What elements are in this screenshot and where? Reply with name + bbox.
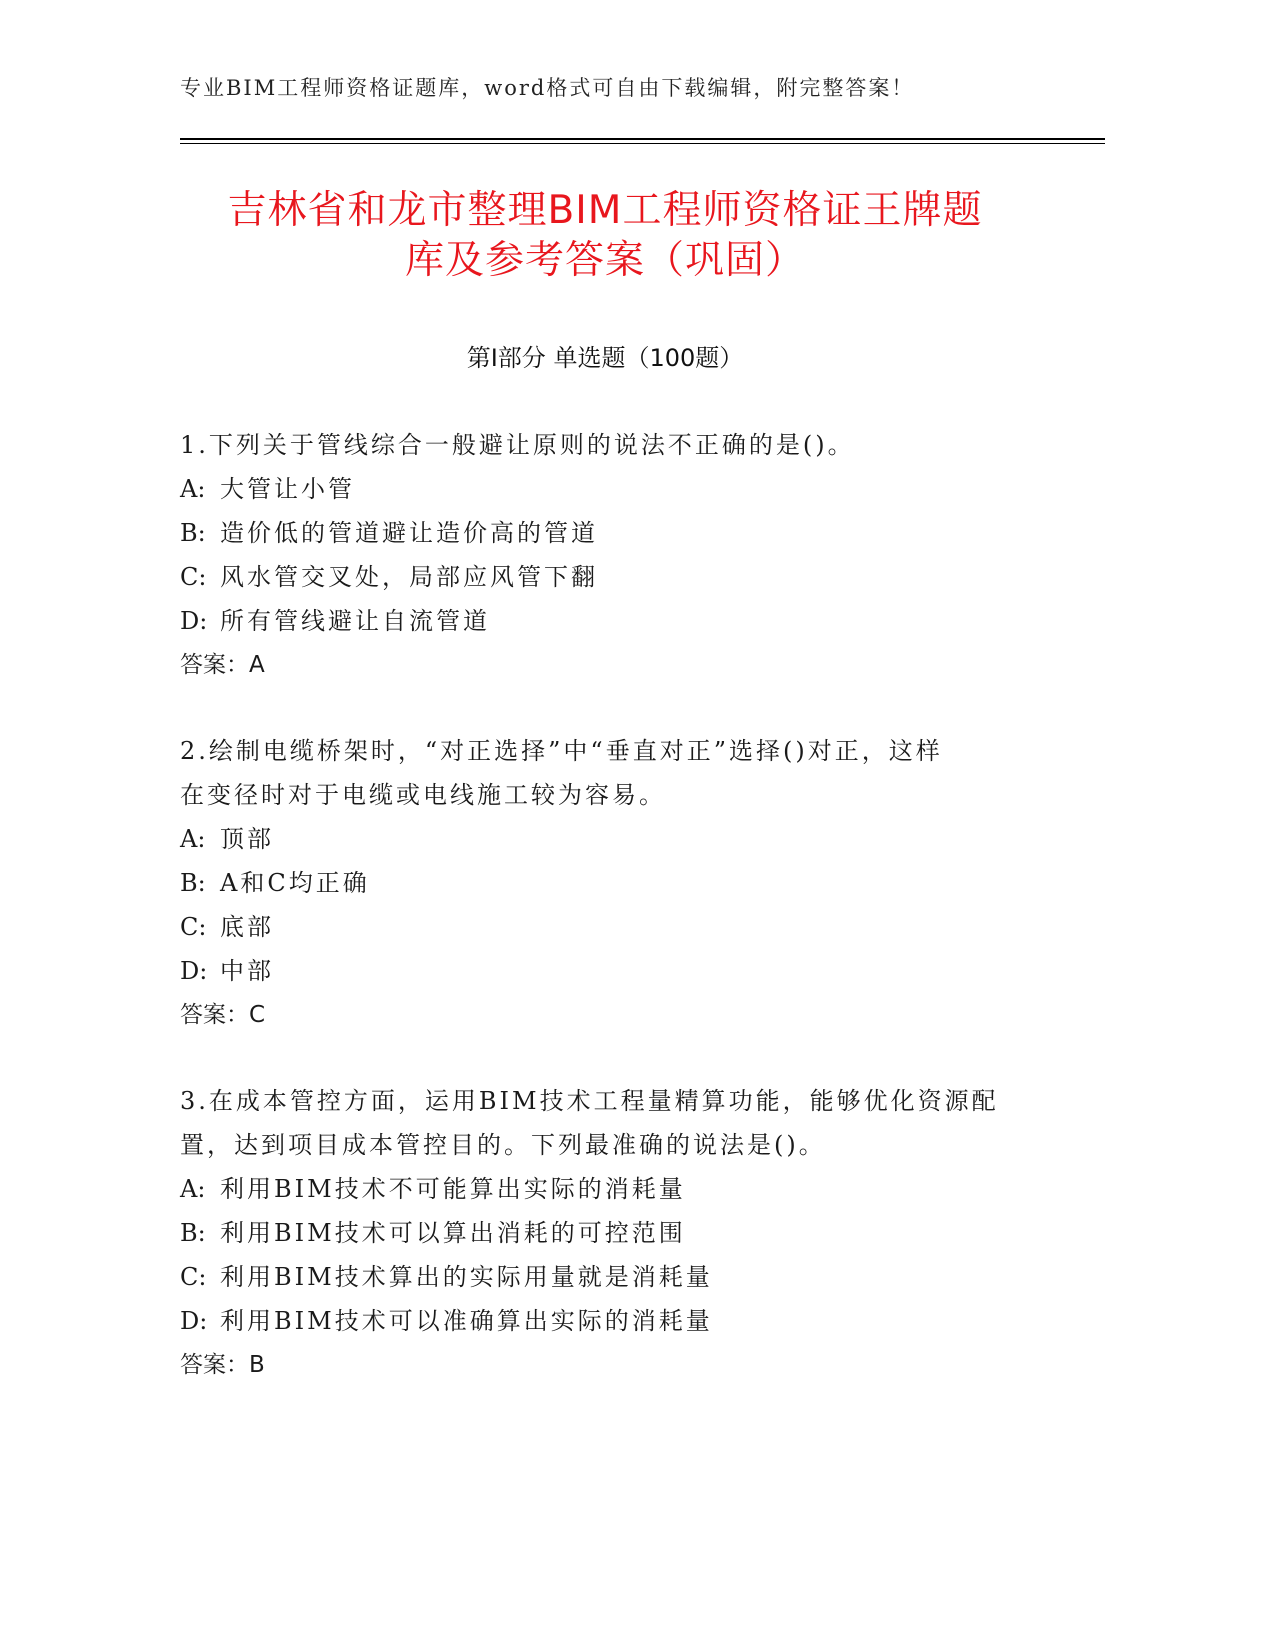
- option-text: 利用BIM技术算出的实际用量就是消耗量: [220, 1263, 713, 1291]
- option-key: C:: [180, 1263, 207, 1291]
- option-key: B:: [180, 869, 206, 897]
- option-text: 利用BIM技术不可能算出实际的消耗量: [220, 1175, 686, 1203]
- option-text: 顶部: [220, 825, 274, 853]
- document-title-line-2: 库及参考答案（巩固）: [404, 238, 805, 283]
- question-stem-line-2: 在变径时对于电缆或电线施工较为容易。: [180, 781, 666, 809]
- option-key: C:: [180, 563, 207, 591]
- header-note: 专业BIM工程师资格证题库，word格式可自由下载编辑，附完整答案！: [180, 76, 915, 100]
- question-stem-line-1: 3.在成本管控方面，运用BIM技术工程量精算功能，能够优化资源配: [180, 1087, 999, 1115]
- question-stem: [180, 729, 1020, 817]
- option-text: 利用BIM技术可以算出消耗的可控范围: [220, 1219, 686, 1247]
- option-text: A和C均正确: [220, 869, 370, 897]
- option-text: 所有管线避让自流管道: [220, 607, 490, 635]
- option-c: [180, 555, 1020, 599]
- option-text: 利用BIM技术可以准确算出实际的消耗量: [220, 1307, 713, 1335]
- option-c: [180, 905, 1020, 949]
- option-key: A:: [180, 475, 206, 503]
- header-rule-thin: [180, 143, 1105, 144]
- option-text: 风水管交叉处，局部应风管下翻: [220, 563, 598, 591]
- question-list: [180, 423, 1020, 1429]
- option-d: [180, 949, 1020, 993]
- option-c: [180, 1255, 1020, 1299]
- option-b: [180, 1211, 1020, 1255]
- option-key: A:: [180, 825, 206, 853]
- option-key: D:: [180, 957, 208, 985]
- question-stem-line-2: 置，达到项目成本管控目的。下列最准确的说法是()。: [180, 1131, 826, 1159]
- option-a: [180, 1167, 1020, 1211]
- option-text: 造价低的管道避让造价高的管道: [220, 519, 598, 547]
- question-1: [180, 423, 1020, 687]
- option-text: 底部: [220, 913, 274, 941]
- option-key: C:: [180, 913, 207, 941]
- document-title-line-1: 吉林省和龙市整理BIM工程师资格证王牌题: [227, 188, 983, 233]
- option-b: [180, 861, 1020, 905]
- question-stem: [180, 1079, 1020, 1167]
- option-text: 大管让小管: [220, 475, 355, 503]
- answer: 答案：C: [180, 1002, 266, 1028]
- option-a: [180, 467, 1020, 511]
- question-3: [180, 1079, 1020, 1387]
- option-d: [180, 1299, 1020, 1343]
- option-d: [180, 599, 1020, 643]
- question-stem: 1.下列关于管线综合一般避让原则的说法不正确的是()。: [180, 431, 855, 459]
- question-stem-line-1: 2.绘制电缆桥架时，“对正选择”中“垂直对正”选择()对正，这样: [180, 737, 943, 765]
- document-title: [130, 186, 1080, 286]
- option-b: [180, 511, 1020, 555]
- option-key: B:: [180, 519, 206, 547]
- question-2: [180, 729, 1020, 1037]
- option-text: 中部: [220, 957, 274, 985]
- option-key: D:: [180, 1307, 208, 1335]
- option-key: D:: [180, 607, 208, 635]
- option-a: [180, 817, 1020, 861]
- section-title: 第I部分 单选题（100题）: [466, 344, 744, 372]
- answer: 答案：B: [180, 1352, 265, 1378]
- answer: 答案：A: [180, 652, 265, 678]
- header-rule-thick: [180, 138, 1105, 140]
- option-key: A:: [180, 1175, 206, 1203]
- option-key: B:: [180, 1219, 206, 1247]
